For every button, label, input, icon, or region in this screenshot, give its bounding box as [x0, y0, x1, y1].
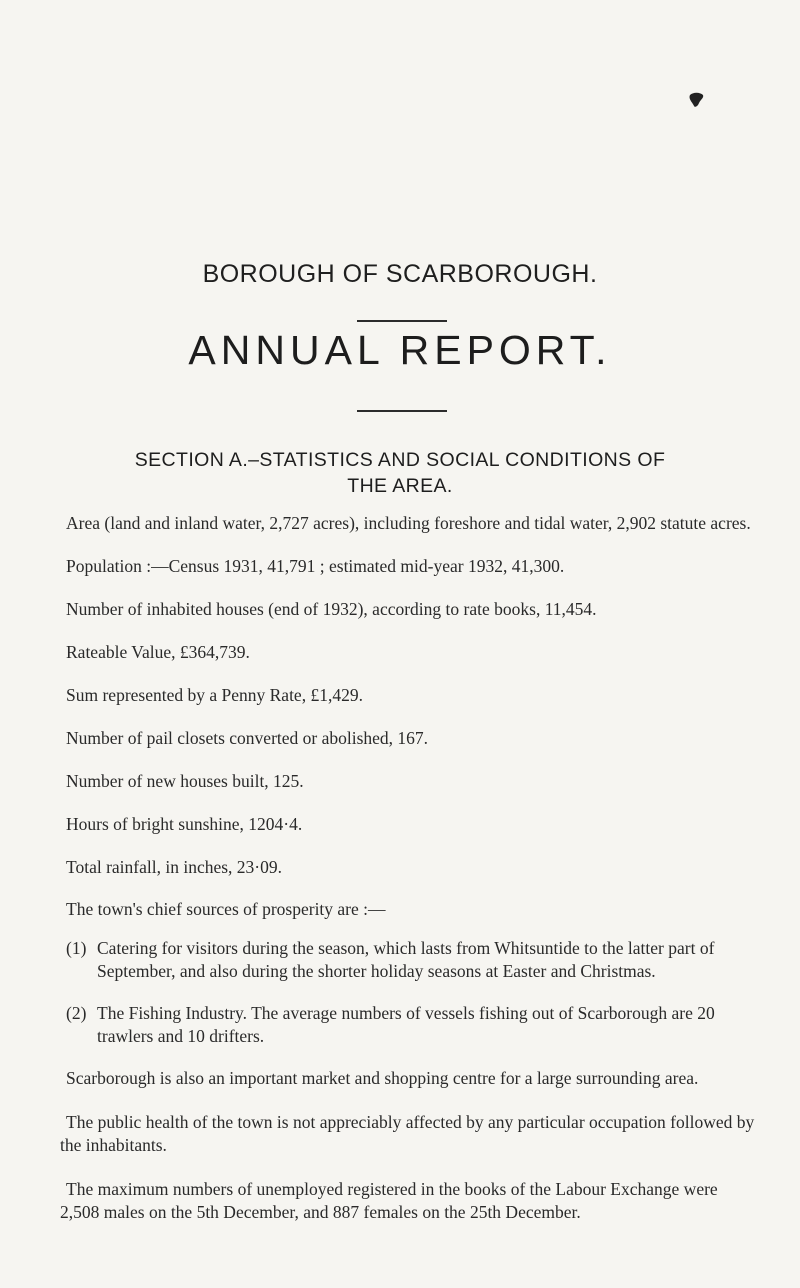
source-item	[60, 1002, 760, 1048]
source-item-number: (2)	[66, 1003, 87, 1023]
section-heading	[60, 447, 740, 499]
report-title: ANNUAL REPORT.	[188, 327, 612, 373]
stat-inhabited-houses: Number of inhabited houses (end of 1932), according to rate books, 11,454.	[66, 599, 597, 619]
stat-rainfall: Total rainfall, in inches, 23·09.	[66, 857, 283, 877]
ink-blot-mark	[687, 91, 705, 109]
borough-heading: BOROUGH OF SCARBOROUGH.	[202, 260, 598, 288]
source-item	[60, 937, 760, 983]
bottom-divider	[357, 410, 447, 412]
stat-rateable-value: Rateable Value, £364,739.	[66, 642, 250, 662]
market-paragraph: Scarborough is also an important market and shopping centre for a large surrounding area.	[66, 1068, 699, 1088]
stat-pail-closets: Number of pail closets converted or abolished, 167.	[66, 728, 429, 748]
source-item-number: (1)	[66, 938, 87, 958]
stat-penny-rate: Sum represented by a Penny Rate, £1,429.	[66, 685, 363, 705]
source-item-text: The Fishing Industry. The average numbers of vessels fishing out of Scarborough are 20 trawlers and 10 drifters.	[97, 1003, 715, 1046]
area-paragraph: Area (land and inland water, 2,727 acres), including foreshore and tidal water, 2,902 statute acres.	[66, 513, 751, 533]
report-body	[60, 512, 760, 1224]
sources-intro: The town's chief sources of prosperity are :—	[66, 899, 386, 919]
stat-new-houses: Number of new houses built, 125.	[66, 771, 304, 791]
unemployment-paragraph: The maximum numbers of unemployed registered in the books of the Labour Exchange were 2,508 males on the 5th December, and 887 females on the 25th December.	[60, 1179, 718, 1222]
section-heading-line-1: SECTION A.–STATISTICS AND SOCIAL CONDITIONS OF	[134, 449, 666, 471]
source-item-text: Catering for visitors during the season, which lasts from Whitsuntide to the latter part of September, and also during the shorter holiday seasons at Easter and Christmas.	[97, 938, 715, 981]
top-divider	[357, 320, 447, 322]
health-paragraph: The public health of the town is not appreciably affected by any particular occupation followed by the inhabitants.	[60, 1112, 755, 1155]
stat-population: Population :—Census 1931, 41,791 ; estimated mid-year 1932, 41,300.	[66, 556, 565, 576]
stat-sunshine: Hours of bright sunshine, 1204·4.	[66, 814, 303, 834]
section-heading-line-2: THE AREA.	[347, 475, 453, 497]
